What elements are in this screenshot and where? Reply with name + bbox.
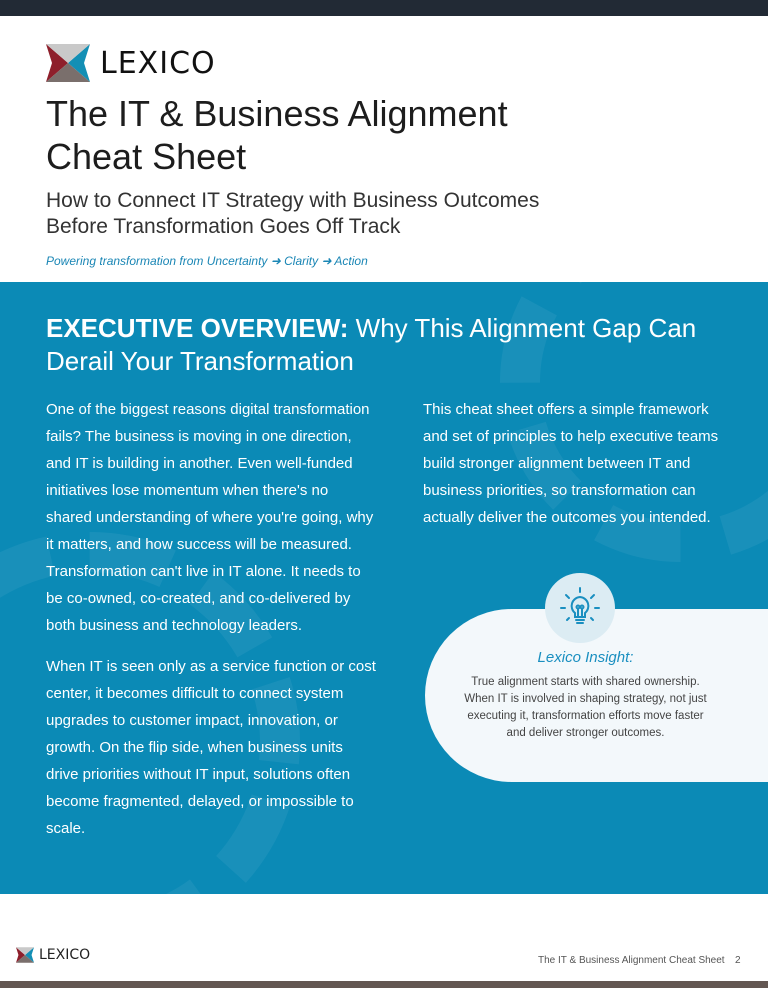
title-line: The IT & Business Alignment (46, 93, 508, 134)
subtitle (46, 188, 722, 240)
right-column (423, 396, 768, 842)
title-line: Cheat Sheet (46, 136, 247, 177)
overview-columns (46, 396, 768, 842)
page-footer (0, 894, 768, 981)
page-title (46, 92, 722, 178)
logo-text: LEXICO (100, 45, 216, 81)
page-header (0, 16, 768, 282)
heading-bold: EXECUTIVE OVERVIEW: (46, 313, 349, 343)
subtitle-line: How to Connect IT Strategy with Business Outcomes (46, 189, 540, 212)
logo (46, 44, 722, 82)
overview-paragraph-3: This cheat sheet offers a simple framework and set of principles to help executive teams build stronger alignment between IT and business priorities, so transformation can actually deliver the outcomes you intended. (423, 401, 719, 526)
overview-paragraph-1: One of the biggest reasons digital transformation fails? The business is moving in one direction, and IT is building in another. Even well-funded initiatives lose momentum when there's no shared understanding of where you're going, why it matters, and how success will be measured. Transformation can't live in IT alone. It needs to be co-owned, co-created, and co-delivered by both business and technology leaders. (46, 401, 374, 634)
top-bar (0, 0, 768, 16)
bottom-bar (0, 981, 768, 988)
lexico-logo-icon (46, 44, 90, 82)
overview-paragraph-2: When IT is seen only as a service function or cost center, it becomes difficult to connect system upgrades to customer impact, innovation, or growth. On the flip side, when business units drive priorities without IT input, solutions often become fragmented, delayed, or impossible to scale. (46, 658, 376, 837)
left-column (46, 396, 376, 842)
footer-logo-text: LEXICO (39, 947, 91, 963)
footer-doc-title: The IT & Business Alignment Cheat Sheet (538, 955, 725, 966)
heading-rest: Why This Alignment Gap Can Derail Your Transformation (46, 313, 697, 376)
executive-overview-section (0, 282, 768, 894)
subtitle-line: Before Transformation Goes Off Track (46, 215, 401, 238)
lightbulb-icon (545, 573, 615, 643)
lexico-logo-icon (16, 947, 34, 963)
insight-body: True alignment starts with shared ownership. When IT is involved in shaping strategy, not just executing it, transformation efforts move faster and deliver stronger outcomes. (464, 676, 707, 739)
footer-logo (16, 947, 90, 963)
section-heading (46, 312, 736, 378)
insight-title: Lexico Insight: (537, 649, 634, 666)
page-number: 2 (735, 955, 741, 966)
insight-block (423, 573, 768, 782)
tagline: Powering transformation from Uncertainty ➜ Clarity ➜ Action (46, 254, 368, 268)
